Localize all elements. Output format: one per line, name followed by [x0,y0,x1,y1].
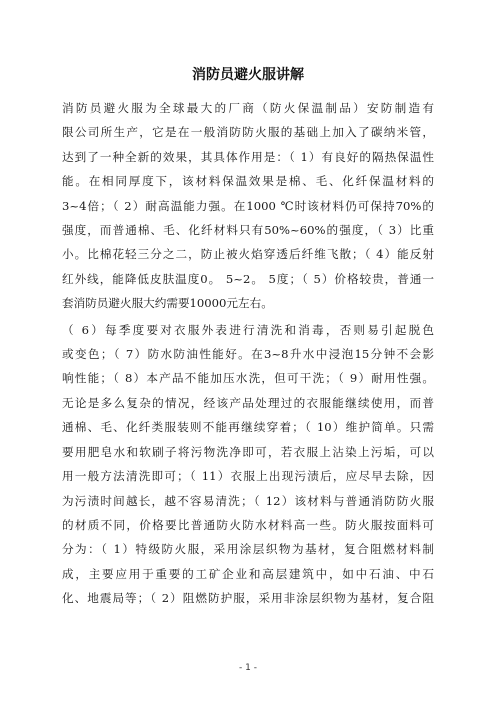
paragraph-2 [62,318,434,611]
text-line: 用一般方法清洗即可；（ 11）衣服上出现污渍后，应尽早去除，因 [62,469,434,484]
text-line: 小。比棉花轻三分之二，防止被火焰穿透后纤维飞散；（ 4）能反射 [62,247,434,262]
text-line: 成，主要应用于重要的工矿企业和高层建筑中，如中石油、中石 [62,566,434,581]
document-title: 消防员避火服讲解 [192,67,304,83]
text-line: 化、地震局等；（ 2）阻燃防护服，采用非涂层织物为基材，复合阻 [62,591,434,606]
text-line: 能。在相同厚度下，该材料保温效果是棉、毛、化纤保温材料的 [62,174,434,189]
document-body [62,96,434,611]
paragraph-1 [62,96,434,316]
text-line: 强度，而普通棉、毛、化纤材料只有50%~60%的强度，（ 3）比重 [62,223,434,238]
text-line: （ 6）每季度要对衣服外表进行清洗和消毒，否则易引起脱色 [62,322,434,337]
text-line: 限公司所生产，它是在一般消防防火服的基础上加入了碳纳米管， [62,125,434,140]
text-line: 通棉、毛、化纤类服装则不能再继续穿着；（ 10）维护简单。只需 [62,420,434,435]
text-line: 消防员避火服为全球最大的厂商（防火保温制品）安防制造有 [62,101,434,115]
text-line: 为污渍时间越长，越不容易清洗；（ 12）该材料与普通消防防火服 [62,493,434,508]
text-line: 要用肥皂水和软刷子将污物洗净即可，若衣服上沾染上污垢，可以 [62,444,434,459]
text-line: 或变色；（ 7）防水防油性能好。在3~8升水中浸泡15分钟不会影 [62,347,434,362]
text-line: 套消防员避火服大约需要10000元左右。 [62,296,273,311]
page-number: - 1 - [239,663,257,673]
text-line: 响性能；（ 8）本产品不能加压水洗，但可干洗；（ 9）耐用性强。 [62,371,434,386]
text-line: 无论是多么复杂的情况，经该产品处理过的衣服能继续使用，而普 [62,395,434,410]
text-line: 的材质不同，价格要比普通防火防水材料高一些。防火服按面料可 [62,517,434,532]
text-line: 3~4倍；（ 2）耐高温能力强。在1000 ℃时该材料仍可保持70%的 [62,198,434,213]
text-line: 红外线，能降低皮肤温度0。 5~2。 5度；（ 5）价格较贵，普通一 [62,271,434,286]
text-line: 分为：（ 1）特级防火服，采用涂层织物为基材，复合阻燃材料制 [62,542,434,557]
text-line: 达到了一种全新的效果，其具体作用是：（ 1）有良好的隔热保温性 [62,149,434,164]
